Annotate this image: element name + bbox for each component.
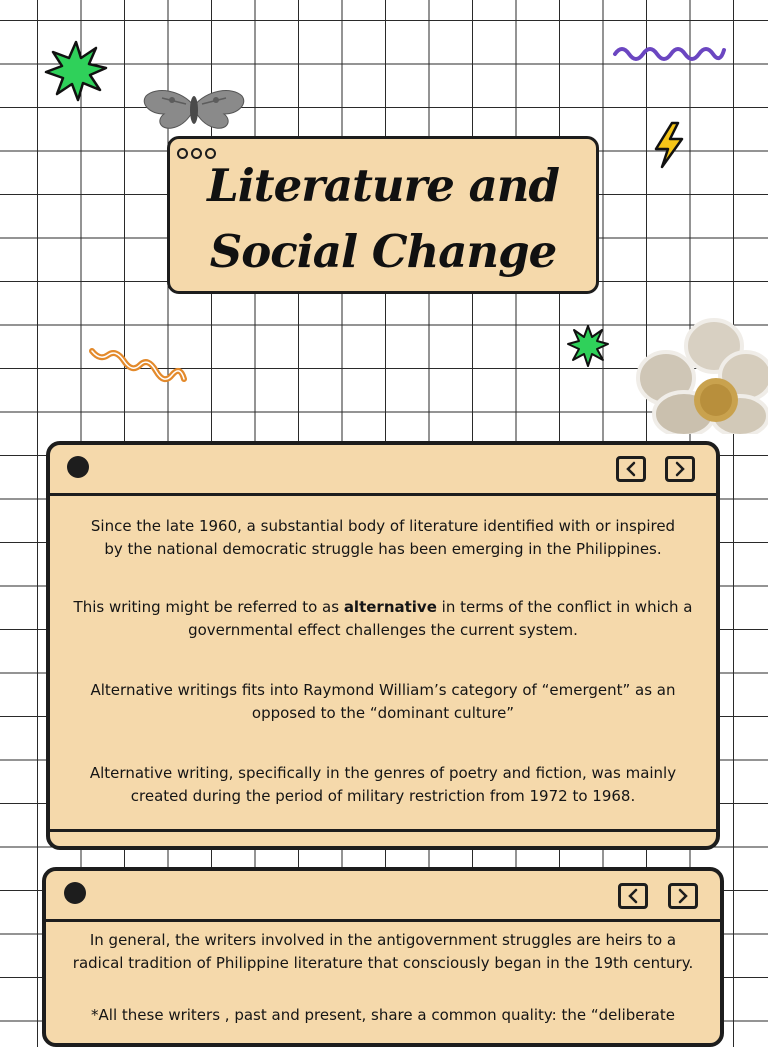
content-panel-1: [46, 441, 720, 850]
title-line-1: Literature and: [207, 159, 559, 212]
page-title: [170, 153, 596, 285]
paragraph: *All these writers , past and present, share a common quality: the “deliberate: [91, 1006, 675, 1024]
panel-bottom-bar: [50, 829, 716, 846]
orange-squiggle-icon: [88, 345, 188, 385]
title-window: [167, 136, 599, 294]
emphasis-alternative: alternative: [343, 598, 437, 616]
lightning-bolt-icon: [652, 121, 686, 169]
paragraph: In general, the writers involved in the antigovernment struggles are heirs to a radical tradition of Philippine literature that consciously began in the 19th century.: [72, 931, 694, 972]
next-button[interactable]: [668, 883, 698, 909]
next-button[interactable]: [665, 456, 695, 482]
previous-button[interactable]: [616, 456, 646, 482]
previous-button[interactable]: [618, 883, 648, 909]
window-dot-icon: [64, 882, 86, 904]
paragraph: Alternative writing, specifically in the genres of poetry and fiction, was mainly created during the period of military restriction from 1972 to 1968.: [89, 764, 677, 805]
chevron-right-icon: [676, 888, 690, 904]
purple-squiggle-icon: [612, 42, 727, 64]
paragraph-text: in terms of the conflict in which a governmental effect challenges the current system.: [188, 598, 693, 639]
window-dot-icon: [67, 456, 89, 478]
green-star-icon: [44, 40, 108, 102]
chevron-left-icon: [626, 888, 640, 904]
panel-title-bar: [46, 871, 720, 922]
paragraph-text: This writing might be referred to as: [73, 598, 344, 616]
chevron-left-icon: [624, 461, 638, 477]
title-line-2: Social Change: [209, 225, 557, 278]
panel-title-bar: [50, 445, 716, 496]
flower-photo-icon: [636, 316, 768, 434]
chevron-right-icon: [673, 461, 687, 477]
paragraph: Alternative writings fits into Raymond William’s category of “emergent” as an opposed to the “dominant culture”: [90, 681, 676, 722]
moth-icon: [142, 84, 246, 132]
paragraph: [72, 596, 694, 642]
content-panel-2: [42, 867, 724, 1047]
paragraph: Since the late 1960, a substantial body of literature identified with or inspired by the national democratic struggle has been emerging in the Philippines.: [90, 517, 676, 558]
small-green-star-icon: [566, 324, 610, 368]
